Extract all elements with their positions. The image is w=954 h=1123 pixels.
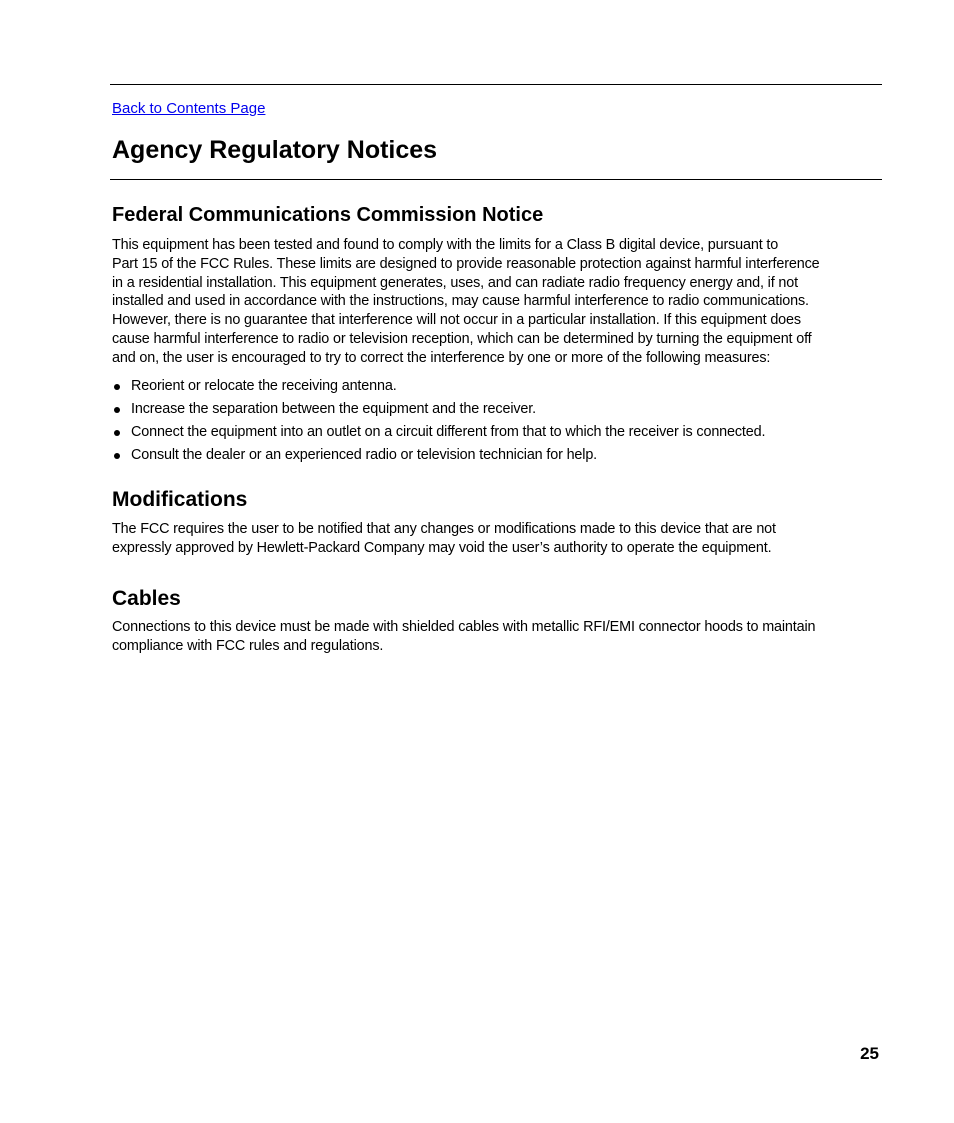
modifications-paragraph [112,520,882,558]
page-title: Agency Regulatory Notices [112,136,438,164]
paragraph-line: cause harmful interference to radio or television reception, which can be determined by turning the equipment off [112,330,812,347]
paragraph-line: However, there is no guarantee that interference will not occur in a particular installation. If this equipment does [112,312,801,329]
modifications-section [112,487,882,558]
list-item [112,377,882,395]
list-item-text: Connect the equipment into an outlet on a circuit different from that to which the receiver is connected. [131,423,766,440]
fcc-notice-section [112,202,882,469]
paragraph-line: expressly approved by Hewlett-Packard Company may void the user’s authority to operate the equipment. [112,539,772,556]
back-to-contents-link[interactable]: Back to Contents Page [112,100,266,117]
bullet-icon [114,453,120,459]
list-item-text: Increase the separation between the equipment and the receiver. [131,400,536,417]
title-divider [110,179,882,180]
list-item-text: Reorient or relocate the receiving antenna. [131,377,397,394]
cables-heading: Cables [112,587,181,610]
bullet-icon [114,430,120,436]
paragraph-line: in a residential installation. This equipment generates, uses, and can radiate radio frequency energy and, if not [112,274,798,291]
paragraph-line: and on, the user is encouraged to try to correct the interference by one or more of the following measures: [112,349,771,366]
list-item [112,423,882,441]
list-item [112,400,882,418]
fcc-notice-heading: Federal Communications Commission Notice [112,204,544,226]
paragraph-line: Part 15 of the FCC Rules. These limits are designed to provide reasonable protection against harmful interference [112,255,820,272]
page-number: 25 [860,1044,879,1063]
paragraph-line: Connections to this device must be made with shielded cables with metallic RFI/EMI connector hoods to maintain [112,619,816,635]
paragraph-line: compliance with FCC rules and regulations. [112,637,384,654]
paragraph-line: This equipment has been tested and found to comply with the limits for a Class B digital device, pursuant to [112,237,779,253]
modifications-heading: Modifications [112,488,248,511]
bullet-icon [114,384,120,390]
top-divider [110,84,882,85]
cables-section [112,586,882,656]
paragraph-line: installed and used in accordance with the instructions, may cause harmful interference to radio communications. [112,293,809,310]
paragraph-line: The FCC requires the user to be notified that any changes or modifications made to this device that are not [112,521,776,537]
list-item [112,446,882,464]
bullet-icon [114,407,120,413]
measures-list [112,377,882,464]
fcc-notice-paragraph [112,236,882,368]
cables-paragraph [112,618,882,656]
list-item-text: Consult the dealer or an experienced radio or television technician for help. [131,446,598,463]
